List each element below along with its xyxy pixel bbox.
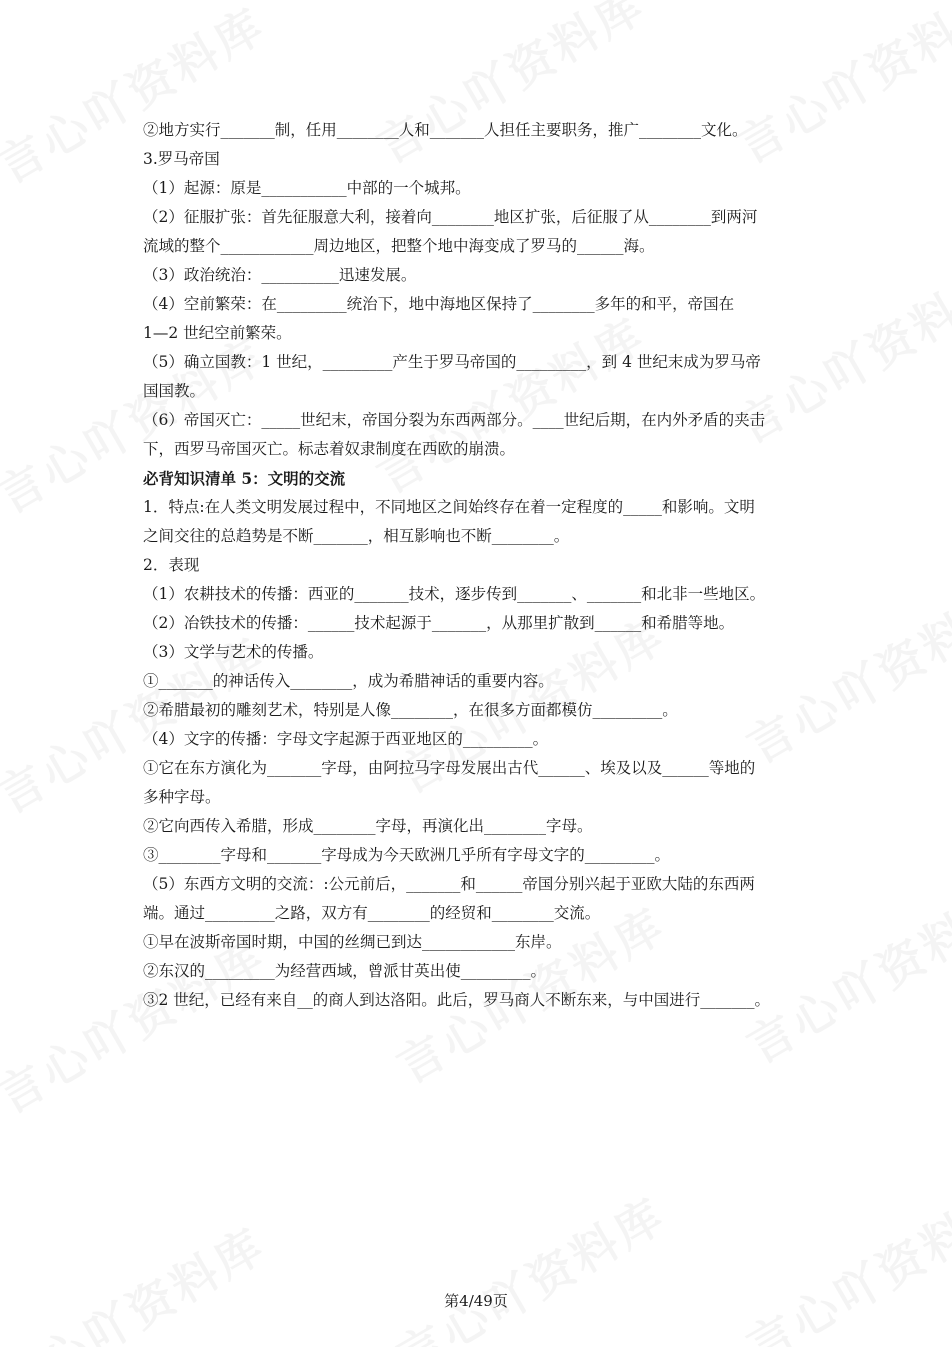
text-line: （5）确立国教：1 世纪，_________产生于罗马帝国的_________，到 4 世纪末成为罗马帝 (143, 353, 761, 371)
section-title: 必背知识清单 5：文明的交流 (143, 469, 346, 488)
text-line: （6）帝国灭亡：_____世纪末，帝国分裂为东西两部分。____世纪后期，在内外矛盾的夹击 (143, 411, 766, 429)
section-heading: 3.罗马帝国 (143, 150, 220, 168)
text-line: 1．特点:在人类文明发展过程中，不同地区之间始终存在着一定程度的_____和影响。文明 (143, 498, 755, 516)
text-line: 国国教。 (143, 382, 206, 400)
document-body (143, 116, 818, 1015)
text-line: （5）东西方文明的交流：:公元前后，_______和______帝国分别兴起于亚欧大陆的东西两 (143, 875, 755, 893)
text-line: 端。通过_________之路，双方有________的经贸和________交流。 (143, 904, 601, 922)
text-line: ②东汉的_________为经营西域，曾派甘英出使_________。 (143, 962, 547, 980)
watermark (734, 1169, 952, 1347)
text-line: （3）文学与艺术的传播。 (143, 643, 324, 661)
text-line: （3）政治统治：__________迅速发展。 (143, 266, 417, 284)
text-line: ②地方实行_______制，任用________人和_______人担任主要职务，推广________文化。 (143, 121, 748, 139)
text-line: （1）起源：原是___________中部的一个城邦。 (143, 179, 471, 197)
text-line: ①_______的神话传入________，成为希腊神话的重要内容。 (143, 672, 554, 690)
text-line: （2）冶铁技术的传播：______技术起源于_______，从那里扩散到______和希腊等地。 (143, 614, 735, 632)
text-line: （2）征服扩张：首先征服意大利，接着向________地区扩张，后征服了从________到两河 (143, 208, 758, 226)
watermark (0, 1209, 276, 1347)
text-line: ②它向西传入希腊，形成________字母，再演化出________字母。 (143, 817, 593, 835)
text-line: 1—2 世纪空前繁荣。 (143, 324, 292, 342)
text-line: ②希腊最初的雕刻艺术，特别是人像________，在很多方面都模仿_________。 (143, 701, 678, 719)
text-line: （4）空前繁荣：在_________统治下，地中海地区保持了________多年的和平，帝国在 (143, 295, 735, 313)
text-line: 下，西罗马帝国灭亡。标志着奴隶制度在西欧的崩溃。 (143, 440, 516, 458)
text-line: ①早在波斯帝国时期，中国的丝绸已到达____________东岸。 (143, 933, 562, 951)
page-number: 第4/49页 (444, 1292, 508, 1310)
text-line: ①它在东方演化为_______字母，由阿拉马字母发展出古代______、埃及以及______等地的 (143, 759, 756, 777)
section-heading: 2．表现 (143, 556, 200, 574)
text-line: ③________字母和_______字母成为今天欧洲几乎所有字母文字的_________。 (143, 846, 671, 864)
text-line: 之间交往的总趋势是不断_______，相互影响也不断________。 (143, 527, 570, 545)
text-line: （4）文字的传播：字母文字起源于西亚地区的_________。 (143, 730, 549, 748)
text-line: 流域的整个____________周边地区，把整个地中海变成了罗马的______海。 (143, 237, 655, 255)
text-line: （1）农耕技术的传播：西亚的_______技术，逐步传到_______、_______和北非一些地区。 (143, 585, 766, 603)
watermark (384, 1179, 677, 1347)
text-line: 多种字母。 (143, 788, 221, 806)
text-line: ③2 世纪，已经有来自__的商人到达洛阳。此后，罗马商人不断东来，与中国进行_______。 (143, 991, 771, 1009)
